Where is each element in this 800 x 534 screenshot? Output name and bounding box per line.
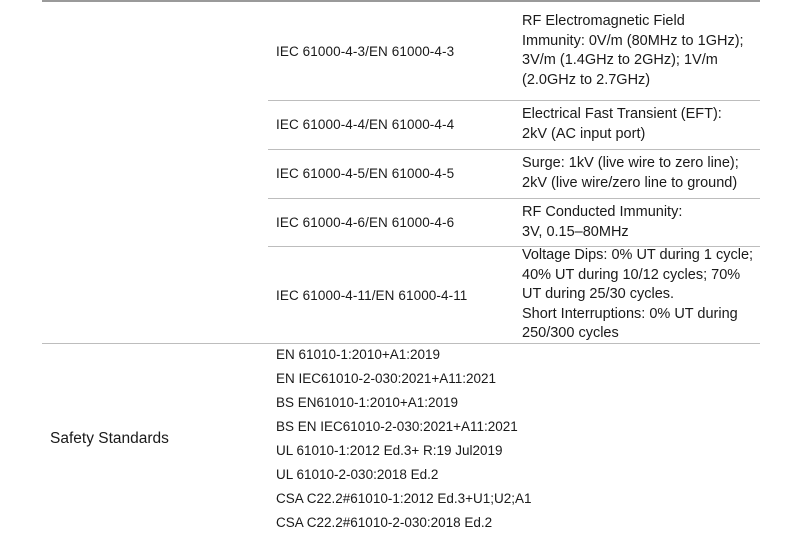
description-surge xyxy=(522,154,739,193)
safety-standard-item: BS EN61010-1:2010+A1:2019 xyxy=(276,395,459,410)
table-top-border xyxy=(42,0,760,2)
safety-standard-item: UL 61010-1:2012 Ed.3+ R:19 Jul2019 xyxy=(276,443,503,458)
description-line: Electrical Fast Transient (EFT): xyxy=(522,106,722,122)
safety-standard-item: CSA C22.2#61010-2-030:2018 Ed.2 xyxy=(276,515,493,530)
description-line: 2kV (AC input port) xyxy=(522,125,646,142)
standard-iec-61000-4-11: IEC 61000-4-11/EN 61000-4-11 xyxy=(276,288,468,303)
description-line: RF Electromagnetic Field xyxy=(522,13,685,29)
standard-iec-61000-4-4: IEC 61000-4-4/EN 61000-4-4 xyxy=(276,117,455,132)
description-line: RF Conducted Immunity: xyxy=(522,204,683,220)
description-line: 3V, 0.15–80MHz xyxy=(522,223,629,240)
safety-standard-item: EN IEC61010-2-030:2021+A11:2021 xyxy=(276,371,497,386)
row-divider xyxy=(268,100,760,101)
description-line: 250/300 cycles xyxy=(522,325,619,341)
description-line: Surge: 1kV (live wire to zero line); xyxy=(522,155,739,171)
description-line: 40% UT during 10/12 cycles; 70% xyxy=(522,266,741,283)
description-line: Immunity: 0V/m (80MHz to 1GHz); xyxy=(522,32,744,49)
description-voltage-dips xyxy=(522,246,753,344)
safety-standards-label: Safety Standards xyxy=(50,430,169,447)
description-line: (2.0GHz to 2.7GHz) xyxy=(522,71,651,88)
standard-iec-61000-4-5: IEC 61000-4-5/EN 61000-4-5 xyxy=(276,166,455,181)
row-divider xyxy=(268,198,760,199)
description-line: Short Interruptions: 0% UT during xyxy=(522,305,738,322)
description-rf-field-immunity xyxy=(522,12,744,90)
standard-iec-61000-4-3: IEC 61000-4-3/EN 61000-4-3 xyxy=(276,44,455,59)
description-line: UT during 25/30 cycles. xyxy=(522,286,675,302)
safety-standard-item: EN 61010-1:2010+A1:2019 xyxy=(276,347,441,362)
safety-standard-item: UL 61010-2-030:2018 Ed.2 xyxy=(276,467,439,482)
description-line: Voltage Dips: 0% UT during 1 cycle; xyxy=(522,247,754,263)
row-divider xyxy=(268,149,760,150)
safety-standard-item: CSA C22.2#61010-1:2012 Ed.3+U1;U2;A1 xyxy=(276,491,532,506)
standard-iec-61000-4-6: IEC 61000-4-6/EN 61000-4-6 xyxy=(276,215,455,230)
description-rf-conducted xyxy=(522,203,682,242)
description-line: 3V/m (1.4GHz to 2GHz); 1V/m xyxy=(522,52,718,68)
safety-standard-item: BS EN IEC61010-2-030:2021+A11:2021 xyxy=(276,419,518,434)
description-line: 2kV (live wire/zero line to ground) xyxy=(522,174,738,191)
description-eft xyxy=(522,105,722,144)
